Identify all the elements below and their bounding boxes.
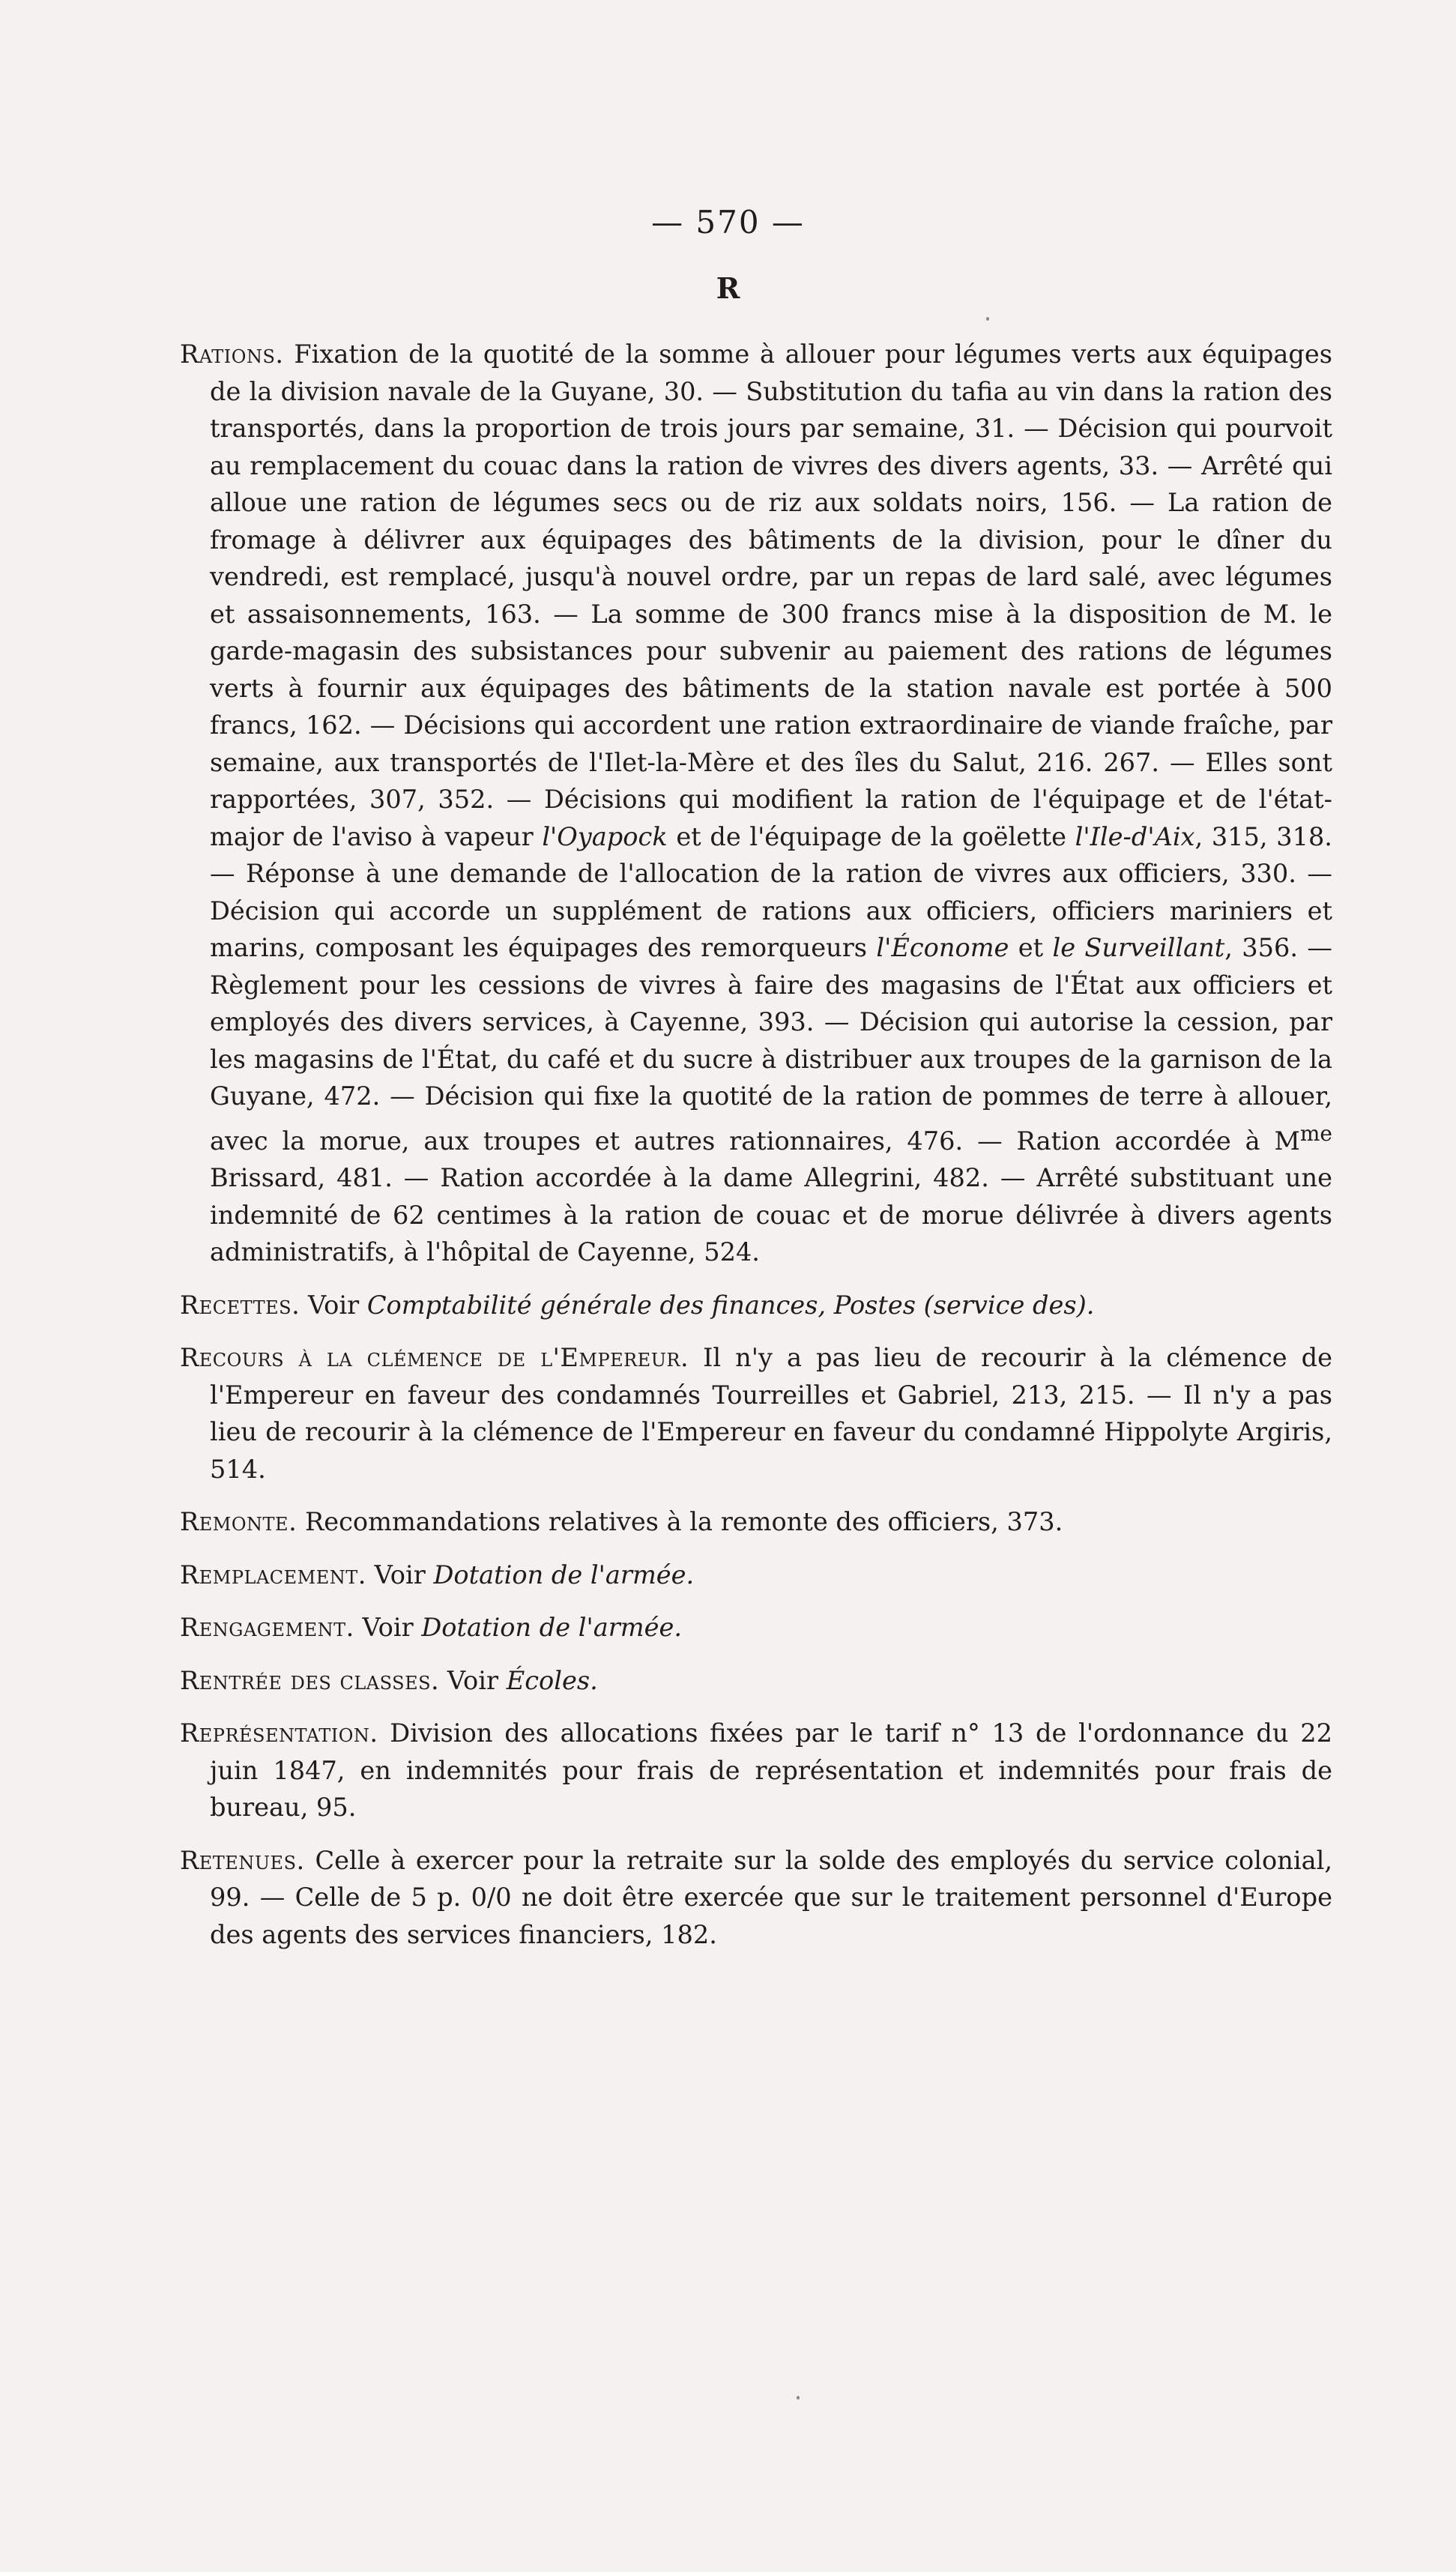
entry-text: Voir [300, 1290, 367, 1320]
entry-text: et de l'équipage de la goëlette [667, 821, 1075, 851]
cross-reference: Dotation de l'armée. [433, 1560, 695, 1590]
index-entry-recours [180, 1339, 1332, 1488]
index-headword: Remonte. [180, 1507, 297, 1537]
entry-text: Celle à exercer pour la retraite sur la solde des employés du service colonial, 99. — Celle de 5 p. 0/0 ne doit être exercée que sur le traitement personnel d'Europe des agents des services financiers, 182. [210, 1845, 1332, 1949]
index-headword: Retenues. [180, 1845, 305, 1875]
cross-reference: Dotation de l'armée. [421, 1613, 683, 1643]
cross-reference: Écoles. [506, 1665, 598, 1695]
index-entry-retenues [180, 1842, 1332, 1954]
index-headword: Rentrée des classes. [180, 1665, 440, 1695]
ship-name: le Surveillant [1052, 933, 1225, 962]
index-entry-rengagement [180, 1609, 1332, 1646]
section-letter: R [716, 271, 740, 305]
paper-speck [797, 2396, 800, 2400]
entry-text: Recommandations relatives à la remonte des officiers, 373. [297, 1507, 1063, 1537]
page-number: — 570 — [651, 204, 805, 241]
index-entry-representation [180, 1715, 1332, 1826]
entry-text: Voir [439, 1665, 507, 1695]
index-headword: Recettes. [180, 1290, 300, 1320]
entry-text: Division des allocations fixées par le tarif n° 13 de l'ordonnance du 22 juin 1847, en indemnités pour frais de représentation et indemnités pour frais de bureau, 95. [210, 1718, 1332, 1823]
entry-text: Brissard, 481. — Ration accordée à la dame Allegrini, 482. — Arrêté substituant une indemnité de 62 centimes à la ration de couac et de morue délivrée à divers agents administratifs, à l'hôpital de Cayenne, 524. [210, 1163, 1332, 1267]
entry-text: , 315, 318. — Réponse à une demande de l'allocation de la ration de vivres aux officiers, 330. — Décision qui accorde un supplément de rations aux officiers, officiers mariniers et marins, composant les équipages des remorqueurs [210, 821, 1332, 962]
entry-text: Il n'y a pas lieu de recourir à la clémence de l'Empereur en faveur des condamnés Tourreilles et Gabriel, 213, 215. — Il n'y a pas lieu de recourir à la clémence de l'Empereur en faveur du condamné Hippolyte Argiris, 514. [210, 1343, 1332, 1484]
cross-reference: Comptabilité générale des finances, Postes (service des). [366, 1290, 1095, 1320]
index-entry-rations [180, 336, 1332, 1271]
index-entry-remonte [180, 1503, 1332, 1541]
paper-speck [986, 317, 989, 321]
index-headword: Recours à la clémence de l'Empereur. [180, 1343, 689, 1373]
index-body [180, 336, 1332, 1969]
ship-name: l'Ile-d'Aix [1075, 821, 1195, 851]
entry-text: Fixation de la quotité de la somme à allouer pour légumes verts aux équipages de la division navale de la Guyane, 30. — Substitution du tafia au vin dans la ration des transportés, dans la proportion de trois jours par semaine, 31. — Décision qui pourvoit au remplacement du couac dans la ration de vivres des divers agents, 33. — Arrêté qui alloue une ration de légumes secs ou de riz aux soldats noirs, 156. — La ration de fromage à délivrer aux équipages des bâtiments de la division, pour le dîner du vendredi, est remplacé, jusqu'à nouvel ordre, par un repas de lard salé, avec légumes et assaisonnements, 163. — La somme de 300 francs mise à la disposition de M. le garde-magasin des subsistances pour subvenir au paiement des rations de légumes verts à fournir aux équipages des bâtiments de la station navale est portée à 500 francs, 162. — Décisions qui accordent une ration extraordinaire de viande fraîche, par semaine, aux transportés de l'Ilet-la-Mère et des îles du Salut, 216. 267. — Elles sont rapportées, 307, 352. — Décisions qui modifient la ration de l'équipage et de l'état-major de l'aviso à vapeur [210, 339, 1332, 851]
index-entry-rentree-des-classes [180, 1662, 1332, 1700]
index-headword: Représentation. [180, 1718, 378, 1748]
index-headword: Rengagement. [180, 1613, 354, 1643]
index-entry-remplacement [180, 1557, 1332, 1594]
entry-text: , 356. — Règlement pour les cessions de vivres à faire des magasins de l'État aux officiers et employés des divers services, à Cayenne, 393. — Décision qui autorise la cession, par les magasins de l'État, du café et du sucre à distribuer aux troupes de la garnison de la Guyane, 472. — Décision qui fixe la quotité de la ration de pommes de terre à allouer, avec la morue, aux troupes et autres rationnaires, 476. — Ration accordée à M [210, 933, 1332, 1156]
index-headword: Rations. [180, 339, 284, 369]
entry-text: Voir [354, 1613, 422, 1643]
index-headword: Remplacement. [180, 1560, 366, 1590]
index-entry-recettes [180, 1287, 1332, 1324]
ship-name: l'Économe [876, 933, 1009, 962]
ship-name: l'Oyapock [542, 821, 668, 851]
entry-text: et [1009, 933, 1053, 962]
superscript: me [1299, 1120, 1332, 1146]
entry-text: Voir [366, 1560, 434, 1590]
